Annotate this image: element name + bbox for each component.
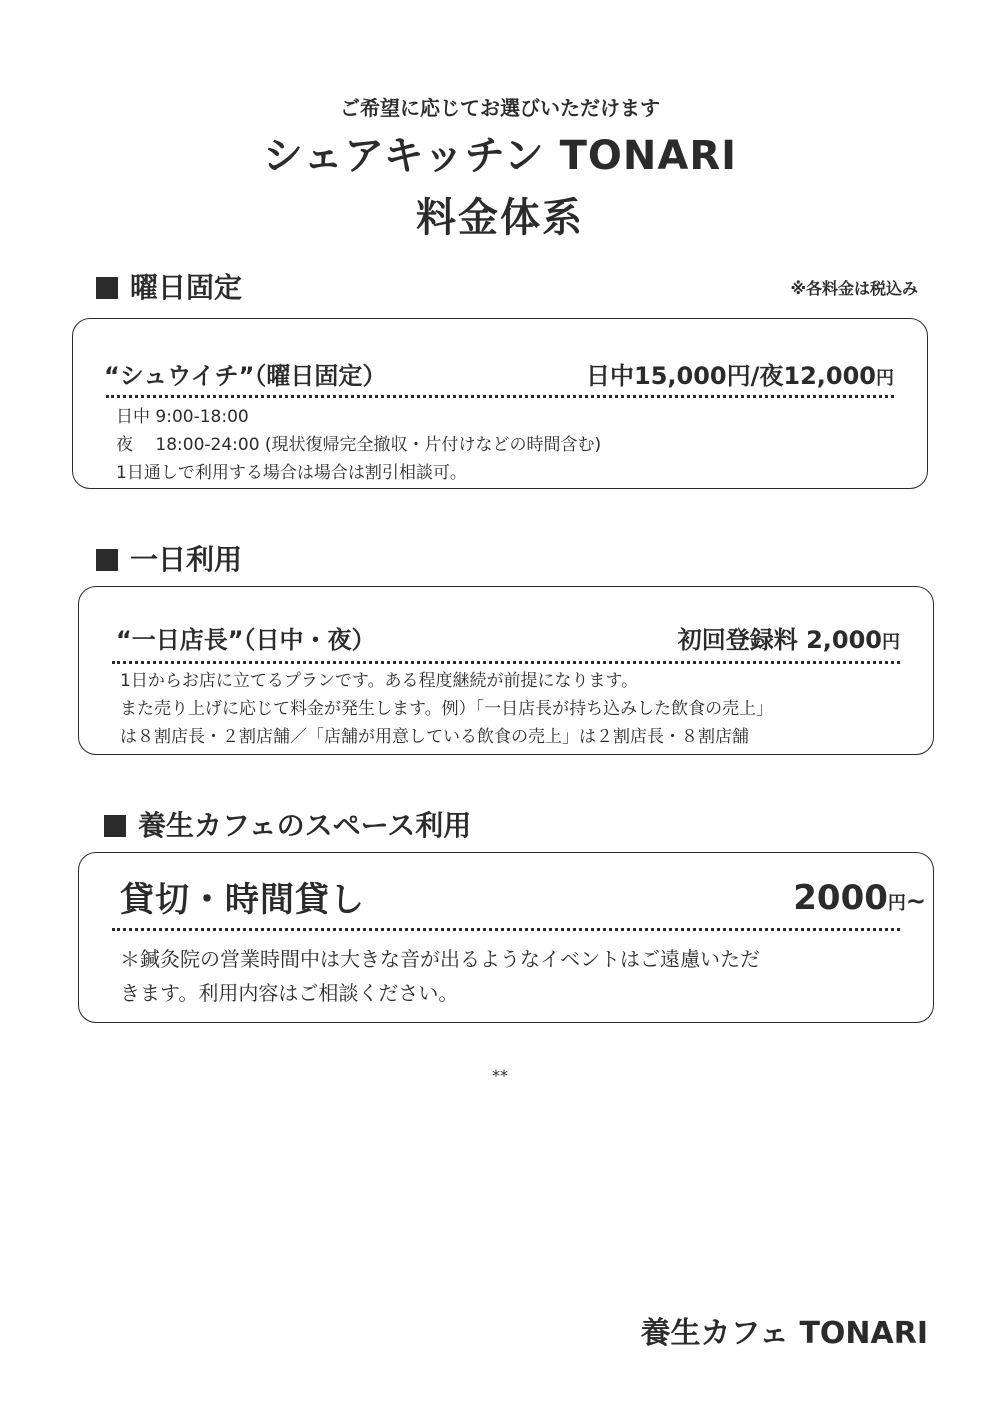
section-heading-text: 曜日固定 [130, 271, 243, 304]
plan-price [793, 878, 926, 918]
section-heading-weekday [96, 266, 242, 306]
price-suffix: ~ [905, 887, 926, 915]
separator-mark: ** [492, 1066, 508, 1085]
price-unit: 円 [876, 368, 894, 389]
dotted-divider [112, 661, 900, 664]
price-value: 初回登録料 2,000 [677, 626, 882, 654]
square-bullet-icon [104, 815, 126, 837]
page-title: シェアキッチン TONARI [262, 133, 738, 179]
detail-line: 夜 18:00-24:00 (現状復帰完全撤収・片付けなどの時間含む) [116, 435, 602, 455]
plan-name: “一日店長”（日中・夜） [116, 626, 376, 654]
detail-line: ＊鍼灸院の営業時間中は大きな音が出るようなイベントはご遠慮いただ [120, 947, 760, 971]
detail-line: 1日通しで利用する場合は場合は割引相談可。 [116, 463, 467, 483]
detail-line: きます。利用内容はご相談ください。 [120, 981, 459, 1005]
detail-line: 日中 9:00-18:00 [116, 407, 249, 427]
dotted-divider [106, 395, 894, 398]
plan-details [120, 942, 760, 1010]
dotted-divider [112, 928, 900, 931]
detail-line: また売り上げに応じて料金が発生します。例）「一日店長が持ち込みした飲食の売上」 [120, 699, 774, 719]
section-heading-text: 養生カフェのスペース利用 [138, 809, 472, 842]
detail-line: は８割店長・２割店舗／「店舗が用意している飲食の売上」は２割店長・８割店舗 [120, 727, 749, 747]
square-bullet-icon [96, 277, 118, 299]
plan-price [678, 620, 900, 655]
detail-line: 1日からお店に立てるプランです。ある程度継続が前提になります。 [120, 671, 639, 691]
plan-name: 貸切・時間貸し [120, 880, 365, 920]
price-value: 日中15,000円/夜12,000 [586, 362, 876, 390]
footer-brand: 養生カフェ TONARI [640, 1316, 928, 1351]
page-subtitle-pricing: 料金体系 [416, 195, 584, 241]
section-heading-cafe-space [104, 804, 471, 844]
price-value: 2000 [793, 878, 888, 918]
price-unit: 円 [882, 632, 900, 653]
square-bullet-icon [96, 549, 118, 571]
plan-details [120, 667, 773, 751]
plan-price [586, 356, 894, 391]
plan-name: “シュウイチ”（曜日固定） [104, 362, 387, 390]
section-heading-text: 一日利用 [130, 543, 243, 576]
section-heading-one-day [96, 538, 242, 578]
plan-details [116, 403, 601, 487]
tax-note: ※各料金は税込み [790, 279, 918, 298]
subtitle: ご希望に応じてお選びいただけます [340, 96, 660, 120]
price-unit: 円 [887, 893, 906, 914]
